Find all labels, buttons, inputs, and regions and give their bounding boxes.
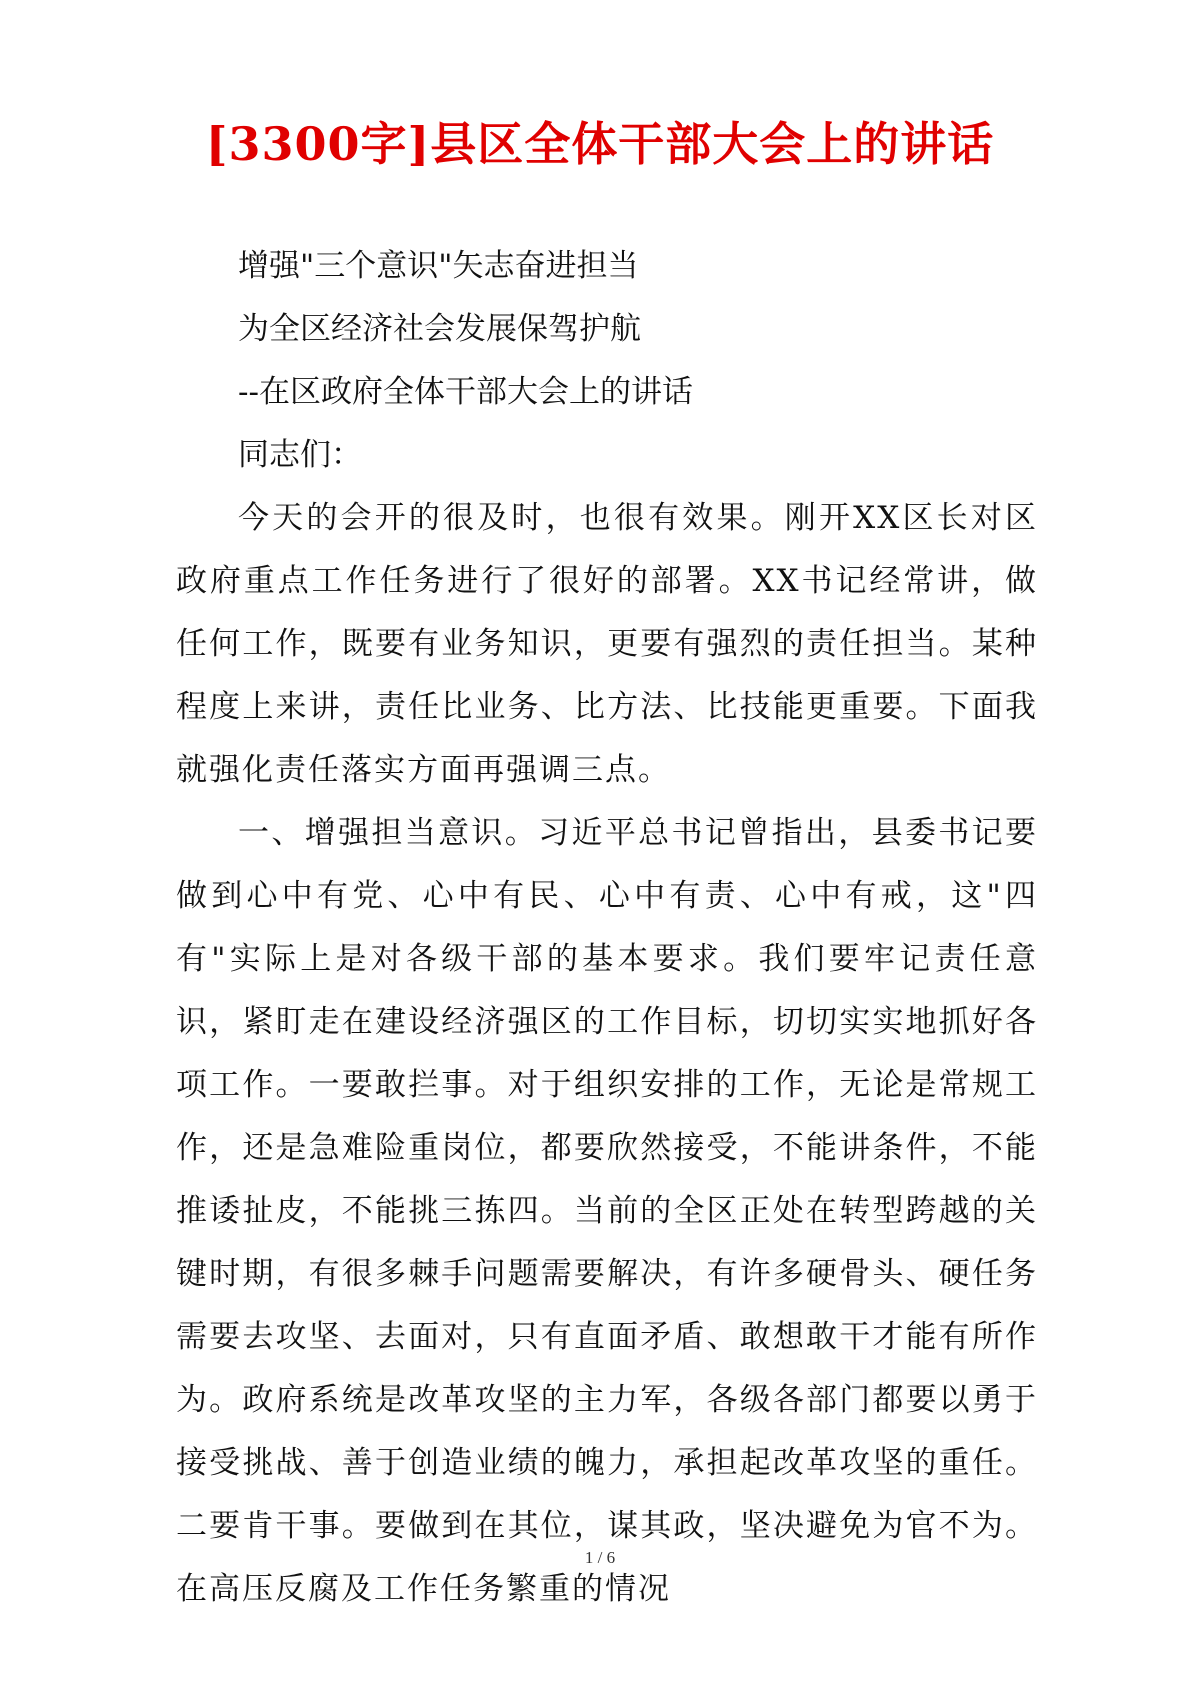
subtitle-line-1: 增强"三个意识"矢志奋进担当 bbox=[238, 248, 639, 284]
document-body bbox=[176, 235, 1038, 1621]
paragraph-2: 一、增强担当意识。习近平总书记曾指出，县委书记要做到心中有党、心中有民、心中有责、心中有戒，这"四有"实际上是对各级干部的基本要求。我们要牢记责任意识，紧盯走在建设经济强区的工作目标，切切实实地抓好各项工作。一要敢拦事。对于组织安排的工作，无论是常规工作，还是急难险重岗位，都要欣然接受，不能讲条件，不能推诿扯皮，不能挑三拣四。当前的全区正处在转型跨越的关键时期，有很多棘手问题需要解决，有许多硬骨头、硬任务需要去攻坚、去面对，只有直面矛盾、敢想敢干才能有所作为。政府系统是改革攻坚的主力军，各级各部门都要以勇于接受挑战、善于创造业绩的魄力，承担起改革攻坚的重任。二要肯干事。要做到在其位，谋其政，坚决避免为官不为。在高压反腐及工作任务繁重的情况 bbox=[176, 815, 1038, 1607]
page-number: 1 / 6 bbox=[584, 1548, 616, 1567]
salutation: 同志们： bbox=[238, 437, 362, 473]
subtitle-line-2: 为全区经济社会发展保驾护航 bbox=[238, 311, 641, 347]
subtitle-line-3: --在区政府全体干部大会上的讲话 bbox=[238, 374, 693, 410]
paragraph-1: 今天的会开的很及时，也很有效果。刚开XX区长对区政府重点工作任务进行了很好的部署。XX书记经常讲，做任何工作，既要有业务知识，更要有强烈的责任担当。某种程度上来讲，责任比业务、比方法、比技能更重要。下面我就强化责任落实方面再强调三点。 bbox=[176, 500, 1038, 788]
document-title: [3300字]县区全体干部大会上的讲话 bbox=[205, 117, 995, 171]
